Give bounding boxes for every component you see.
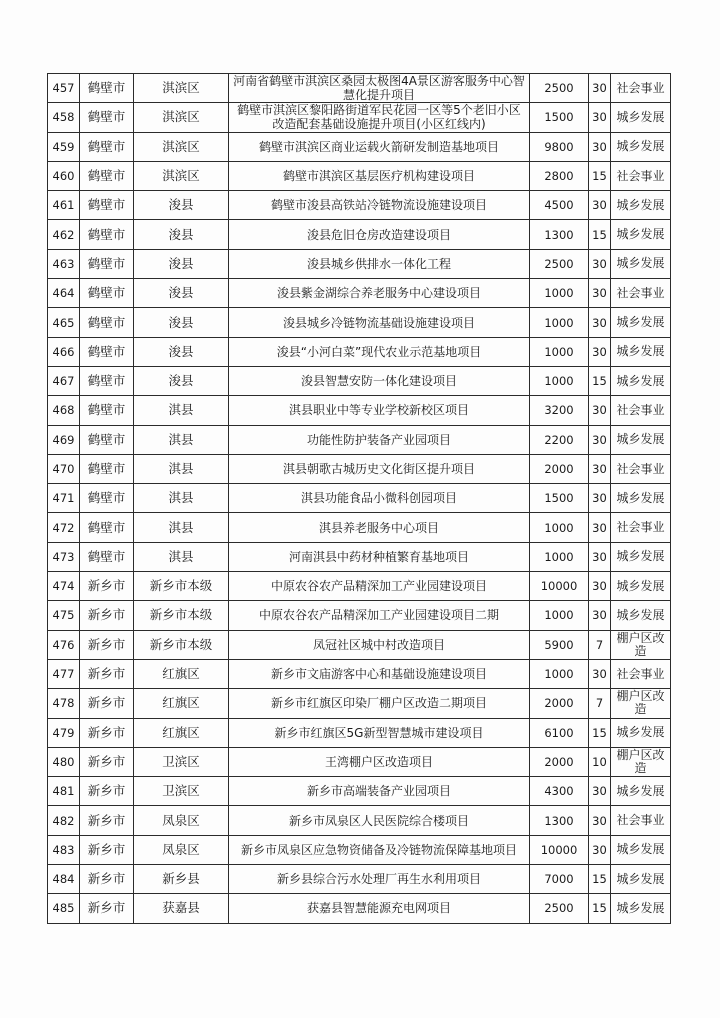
- project-name-cell: 河南省鹤壁市淇滨区桑园太极图4A景区游客服务中心智慧化提升项目: [229, 74, 530, 103]
- county-cell: 新乡县: [134, 865, 229, 894]
- row-number-cell: 458: [48, 103, 80, 132]
- investment-cell: 2000: [530, 747, 589, 776]
- county-cell: 新乡市本级: [134, 630, 229, 659]
- project-name-cell: 鹤壁市浚县高铁站冷链物流设施建设项目: [229, 191, 530, 220]
- project-name-cell: 浚县紫金湖综合养老服务中心建设项目: [229, 279, 530, 308]
- county-cell: 卫滨区: [134, 777, 229, 806]
- years-cell: 15: [589, 718, 611, 747]
- table-row: [48, 279, 671, 308]
- category-cell: 城乡发展: [611, 220, 671, 249]
- row-number-cell: 457: [48, 74, 80, 103]
- row-number-cell: 465: [48, 308, 80, 337]
- city-cell: 鹤壁市: [80, 161, 134, 190]
- category-cell: 城乡发展: [611, 425, 671, 454]
- row-number-cell: 470: [48, 454, 80, 483]
- category-cell: 社会事业: [611, 806, 671, 835]
- project-name-cell: 浚县危旧仓房改造建设项目: [229, 220, 530, 249]
- county-cell: 淇滨区: [134, 161, 229, 190]
- category-cell: 城乡发展: [611, 484, 671, 513]
- project-name-cell: 鹤壁市淇滨区商业运载火箭研发制造基地项目: [229, 132, 530, 161]
- table-row: [48, 542, 671, 571]
- years-cell: 30: [589, 835, 611, 864]
- county-cell: 淇县: [134, 513, 229, 542]
- project-table: [47, 73, 671, 924]
- years-cell: 15: [589, 161, 611, 190]
- table-row: [48, 659, 671, 688]
- row-number-cell: 484: [48, 865, 80, 894]
- investment-cell: 1000: [530, 601, 589, 630]
- table-row: [48, 74, 671, 103]
- project-name-cell: 浚县城乡供排水一体化工程: [229, 249, 530, 278]
- table-row: [48, 425, 671, 454]
- project-name-cell: 中原农谷农产品精深加工产业园建设项目二期: [229, 601, 530, 630]
- investment-cell: 1500: [530, 103, 589, 132]
- category-cell: 棚户区改造: [611, 689, 671, 718]
- years-cell: 30: [589, 806, 611, 835]
- county-cell: 淇县: [134, 396, 229, 425]
- category-cell: 社会事业: [611, 279, 671, 308]
- county-cell: 红旗区: [134, 659, 229, 688]
- project-name-cell: 浚县城乡冷链物流基础设施建设项目: [229, 308, 530, 337]
- table-row: [48, 572, 671, 601]
- row-number-cell: 472: [48, 513, 80, 542]
- county-cell: 浚县: [134, 337, 229, 366]
- county-cell: 浚县: [134, 279, 229, 308]
- city-cell: 新乡市: [80, 894, 134, 923]
- county-cell: 浚县: [134, 308, 229, 337]
- project-name-cell: 功能性防护装备产业园项目: [229, 425, 530, 454]
- category-cell: 城乡发展: [611, 835, 671, 864]
- table-row: [48, 777, 671, 806]
- investment-cell: 2500: [530, 74, 589, 103]
- project-name-cell: 新乡市红旗区5G新型智慧城市建设项目: [229, 718, 530, 747]
- years-cell: 10: [589, 747, 611, 776]
- table-row: [48, 718, 671, 747]
- table-row: [48, 337, 671, 366]
- investment-cell: 4500: [530, 191, 589, 220]
- city-cell: 鹤壁市: [80, 513, 134, 542]
- table-row: [48, 601, 671, 630]
- city-cell: 鹤壁市: [80, 220, 134, 249]
- investment-cell: 1000: [530, 659, 589, 688]
- project-name-cell: 凤冠社区城中村改造项目: [229, 630, 530, 659]
- years-cell: 30: [589, 484, 611, 513]
- row-number-cell: 469: [48, 425, 80, 454]
- years-cell: 15: [589, 894, 611, 923]
- city-cell: 鹤壁市: [80, 308, 134, 337]
- years-cell: 30: [589, 308, 611, 337]
- years-cell: 7: [589, 630, 611, 659]
- project-name-cell: 河南淇县中药材种植繁育基地项目: [229, 542, 530, 571]
- row-number-cell: 463: [48, 249, 80, 278]
- years-cell: 30: [589, 396, 611, 425]
- city-cell: 鹤壁市: [80, 191, 134, 220]
- investment-cell: 1300: [530, 220, 589, 249]
- investment-cell: 3200: [530, 396, 589, 425]
- years-cell: 30: [589, 337, 611, 366]
- city-cell: 新乡市: [80, 806, 134, 835]
- category-cell: 城乡发展: [611, 308, 671, 337]
- investment-cell: 2000: [530, 454, 589, 483]
- county-cell: 红旗区: [134, 718, 229, 747]
- table-row: [48, 161, 671, 190]
- county-cell: 淇滨区: [134, 103, 229, 132]
- county-cell: 淇县: [134, 484, 229, 513]
- project-name-cell: 获嘉县智慧能源充电网项目: [229, 894, 530, 923]
- investment-cell: 2500: [530, 249, 589, 278]
- city-cell: 鹤壁市: [80, 74, 134, 103]
- category-cell: 社会事业: [611, 161, 671, 190]
- category-cell: 城乡发展: [611, 542, 671, 571]
- project-name-cell: 浚县智慧安防一体化建设项目: [229, 366, 530, 395]
- investment-cell: 10000: [530, 572, 589, 601]
- years-cell: 30: [589, 103, 611, 132]
- project-name-cell: 新乡市凤泉区应急物资储备及冷链物流保障基地项目: [229, 835, 530, 864]
- county-cell: 浚县: [134, 249, 229, 278]
- row-number-cell: 485: [48, 894, 80, 923]
- city-cell: 新乡市: [80, 865, 134, 894]
- row-number-cell: 473: [48, 542, 80, 571]
- investment-cell: 1000: [530, 337, 589, 366]
- category-cell: 城乡发展: [611, 718, 671, 747]
- years-cell: 30: [589, 132, 611, 161]
- project-name-cell: 淇县朝歌古城历史文化街区提升项目: [229, 454, 530, 483]
- table-row: [48, 630, 671, 659]
- category-cell: 社会事业: [611, 454, 671, 483]
- project-name-cell: 新乡市高端装备产业园项目: [229, 777, 530, 806]
- city-cell: 新乡市: [80, 572, 134, 601]
- city-cell: 鹤壁市: [80, 542, 134, 571]
- table-row: [48, 454, 671, 483]
- table-row: [48, 396, 671, 425]
- city-cell: 新乡市: [80, 835, 134, 864]
- project-name-cell: 鹤壁市淇滨区黎阳路街道军民花园一区等5个老旧小区改造配套基础设施提升项目(小区红线内): [229, 103, 530, 132]
- years-cell: 30: [589, 279, 611, 308]
- city-cell: 鹤壁市: [80, 425, 134, 454]
- city-cell: 新乡市: [80, 689, 134, 718]
- row-number-cell: 460: [48, 161, 80, 190]
- row-number-cell: 483: [48, 835, 80, 864]
- project-name-cell: 王湾棚户区改造项目: [229, 747, 530, 776]
- category-cell: 城乡发展: [611, 337, 671, 366]
- table-row: [48, 191, 671, 220]
- county-cell: 淇县: [134, 454, 229, 483]
- row-number-cell: 481: [48, 777, 80, 806]
- row-number-cell: 474: [48, 572, 80, 601]
- category-cell: 城乡发展: [611, 572, 671, 601]
- county-cell: 凤泉区: [134, 806, 229, 835]
- city-cell: 鹤壁市: [80, 337, 134, 366]
- row-number-cell: 482: [48, 806, 80, 835]
- project-name-cell: 鹤壁市淇滨区基层医疗机构建设项目: [229, 161, 530, 190]
- row-number-cell: 464: [48, 279, 80, 308]
- city-cell: 鹤壁市: [80, 396, 134, 425]
- county-cell: 浚县: [134, 366, 229, 395]
- county-cell: 红旗区: [134, 689, 229, 718]
- row-number-cell: 479: [48, 718, 80, 747]
- table-row: [48, 894, 671, 923]
- county-cell: 浚县: [134, 191, 229, 220]
- row-number-cell: 466: [48, 337, 80, 366]
- county-cell: 淇滨区: [134, 132, 229, 161]
- investment-cell: 5900: [530, 630, 589, 659]
- table-row: [48, 865, 671, 894]
- row-number-cell: 476: [48, 630, 80, 659]
- county-cell: 浚县: [134, 220, 229, 249]
- investment-cell: 1500: [530, 484, 589, 513]
- city-cell: 鹤壁市: [80, 366, 134, 395]
- project-name-cell: 新乡市文庙游客中心和基础设施建设项目: [229, 659, 530, 688]
- city-cell: 新乡市: [80, 659, 134, 688]
- project-table-body: [48, 74, 671, 924]
- years-cell: 30: [589, 572, 611, 601]
- investment-cell: 1000: [530, 279, 589, 308]
- project-name-cell: 中原农谷农产品精深加工产业园建设项目: [229, 572, 530, 601]
- investment-cell: 1000: [530, 513, 589, 542]
- years-cell: 15: [589, 366, 611, 395]
- category-cell: 社会事业: [611, 659, 671, 688]
- city-cell: 鹤壁市: [80, 484, 134, 513]
- years-cell: 30: [589, 74, 611, 103]
- investment-cell: 4300: [530, 777, 589, 806]
- project-name-cell: 新乡市红旗区印染厂棚户区改造二期项目: [229, 689, 530, 718]
- row-number-cell: 468: [48, 396, 80, 425]
- row-number-cell: 461: [48, 191, 80, 220]
- table-row: [48, 132, 671, 161]
- table-row: [48, 806, 671, 835]
- investment-cell: 1000: [530, 366, 589, 395]
- category-cell: 城乡发展: [611, 894, 671, 923]
- county-cell: 淇滨区: [134, 74, 229, 103]
- city-cell: 新乡市: [80, 630, 134, 659]
- category-cell: 城乡发展: [611, 249, 671, 278]
- investment-cell: 7000: [530, 865, 589, 894]
- years-cell: 30: [589, 542, 611, 571]
- investment-cell: 1300: [530, 806, 589, 835]
- category-cell: 城乡发展: [611, 865, 671, 894]
- row-number-cell: 462: [48, 220, 80, 249]
- investment-cell: 2000: [530, 689, 589, 718]
- city-cell: 鹤壁市: [80, 132, 134, 161]
- county-cell: 淇县: [134, 542, 229, 571]
- category-cell: 棚户区改造: [611, 630, 671, 659]
- category-cell: 城乡发展: [611, 601, 671, 630]
- table-row: [48, 484, 671, 513]
- investment-cell: 9800: [530, 132, 589, 161]
- project-name-cell: 新乡县综合污水处理厂再生水利用项目: [229, 865, 530, 894]
- category-cell: 城乡发展: [611, 191, 671, 220]
- city-cell: 新乡市: [80, 747, 134, 776]
- investment-cell: 6100: [530, 718, 589, 747]
- investment-cell: 2500: [530, 894, 589, 923]
- row-number-cell: 467: [48, 366, 80, 395]
- years-cell: 30: [589, 425, 611, 454]
- county-cell: 新乡市本级: [134, 572, 229, 601]
- row-number-cell: 477: [48, 659, 80, 688]
- table-row: [48, 366, 671, 395]
- table-row: [48, 249, 671, 278]
- county-cell: 凤泉区: [134, 835, 229, 864]
- category-cell: 社会事业: [611, 396, 671, 425]
- city-cell: 新乡市: [80, 718, 134, 747]
- city-cell: 鹤壁市: [80, 454, 134, 483]
- project-name-cell: 新乡市凤泉区人民医院综合楼项目: [229, 806, 530, 835]
- city-cell: 鹤壁市: [80, 103, 134, 132]
- category-cell: 城乡发展: [611, 103, 671, 132]
- county-cell: 淇县: [134, 425, 229, 454]
- category-cell: 城乡发展: [611, 777, 671, 806]
- project-name-cell: 淇县职业中等专业学校新校区项目: [229, 396, 530, 425]
- table-row: [48, 689, 671, 718]
- years-cell: 30: [589, 513, 611, 542]
- county-cell: 新乡市本级: [134, 601, 229, 630]
- investment-cell: 2800: [530, 161, 589, 190]
- investment-cell: 1000: [530, 542, 589, 571]
- category-cell: 社会事业: [611, 74, 671, 103]
- table-row: [48, 747, 671, 776]
- years-cell: 30: [589, 454, 611, 483]
- category-cell: 棚户区改造: [611, 747, 671, 776]
- category-cell: 城乡发展: [611, 366, 671, 395]
- city-cell: 新乡市: [80, 601, 134, 630]
- row-number-cell: 471: [48, 484, 80, 513]
- row-number-cell: 478: [48, 689, 80, 718]
- table-row: [48, 308, 671, 337]
- city-cell: 鹤壁市: [80, 279, 134, 308]
- project-name-cell: 淇县养老服务中心项目: [229, 513, 530, 542]
- table-row: [48, 220, 671, 249]
- project-name-cell: 浚县“小河白菜”现代农业示范基地项目: [229, 337, 530, 366]
- years-cell: 30: [589, 249, 611, 278]
- category-cell: 社会事业: [611, 513, 671, 542]
- county-cell: 卫滨区: [134, 747, 229, 776]
- table-row: [48, 835, 671, 864]
- investment-cell: 2200: [530, 425, 589, 454]
- investment-cell: 10000: [530, 835, 589, 864]
- project-name-cell: 淇县功能食品小微科创园项目: [229, 484, 530, 513]
- investment-cell: 1000: [530, 308, 589, 337]
- years-cell: 30: [589, 659, 611, 688]
- category-cell: 城乡发展: [611, 132, 671, 161]
- row-number-cell: 459: [48, 132, 80, 161]
- row-number-cell: 475: [48, 601, 80, 630]
- years-cell: 7: [589, 689, 611, 718]
- county-cell: 获嘉县: [134, 894, 229, 923]
- table-row: [48, 103, 671, 132]
- years-cell: 15: [589, 865, 611, 894]
- years-cell: 15: [589, 220, 611, 249]
- years-cell: 30: [589, 777, 611, 806]
- years-cell: 30: [589, 191, 611, 220]
- years-cell: 30: [589, 601, 611, 630]
- city-cell: 鹤壁市: [80, 249, 134, 278]
- row-number-cell: 480: [48, 747, 80, 776]
- table-row: [48, 513, 671, 542]
- city-cell: 新乡市: [80, 777, 134, 806]
